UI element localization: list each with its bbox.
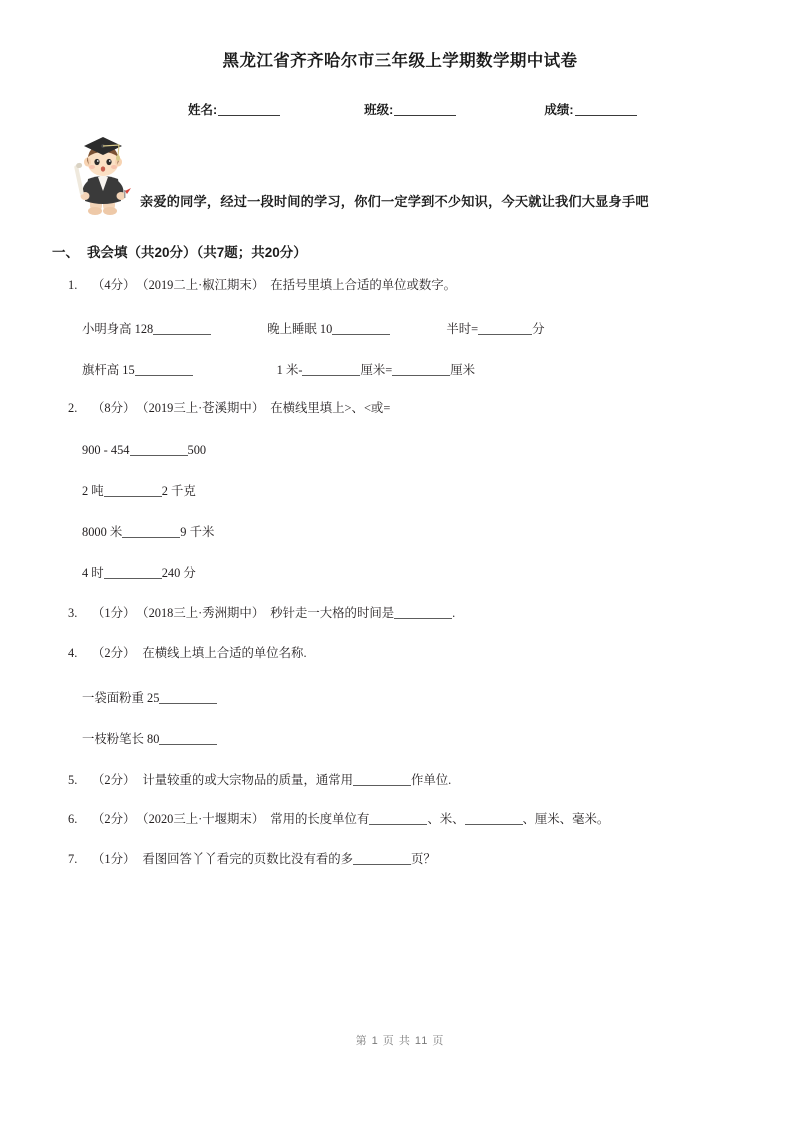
page-title: 黑龙江省齐齐哈尔市三年级上学期数学期中试卷 bbox=[222, 52, 578, 70]
student-score-field[interactable] bbox=[544, 100, 636, 118]
question-1-number: 1. bbox=[68, 278, 78, 292]
question-1 bbox=[68, 278, 770, 378]
student-score-label: 成绩: bbox=[544, 103, 574, 117]
q1-item-5-unit: 厘米 bbox=[450, 362, 476, 377]
spacer-2 bbox=[456, 100, 544, 118]
question-2-subitems bbox=[68, 443, 770, 581]
q2-item-2 bbox=[82, 481, 770, 499]
question-6-text: 常用的长度单位有 bbox=[270, 812, 370, 827]
question-1-stem bbox=[68, 278, 770, 293]
q1-item-1-blank[interactable] bbox=[153, 323, 211, 335]
question-7-blank[interactable] bbox=[353, 853, 411, 865]
section-title: 我会填（共20分）（共7题；共20分） bbox=[87, 245, 307, 260]
question-4-stem bbox=[68, 646, 770, 661]
q1-item-3-label: 半时= bbox=[446, 321, 479, 336]
q2-item-4-blank[interactable] bbox=[104, 567, 162, 579]
student-class-blank[interactable] bbox=[394, 115, 456, 116]
question-6-score: （2分） bbox=[92, 812, 136, 827]
q1-item-5-mid: 厘米= bbox=[360, 362, 393, 377]
q1-item-5-label: 1 米- bbox=[276, 362, 303, 377]
question-1-text: 在括号里填上合适的单位或数字。 bbox=[270, 278, 457, 292]
q1-item-4-blank[interactable] bbox=[135, 364, 193, 376]
question-3-score: （1分） bbox=[92, 605, 136, 620]
question-6-mid: 、米、 bbox=[427, 812, 465, 827]
question-5-text: 计量较重的或大宗物品的质量，通常用 bbox=[142, 772, 354, 787]
question-7 bbox=[68, 852, 770, 867]
q1-item-5-blank-b[interactable] bbox=[392, 364, 450, 376]
question-6-number: 6. bbox=[68, 812, 78, 827]
question-5-stem bbox=[68, 773, 770, 788]
question-6-blank-b[interactable] bbox=[465, 813, 523, 825]
q2-item-2-left: 2 吨 bbox=[82, 483, 104, 498]
q2-item-1-blank[interactable] bbox=[130, 444, 188, 456]
question-7-text: 看图回答丫丫看完的页数比没有看的多 bbox=[142, 852, 354, 867]
question-1-tag: （2019二上·椒江期末） bbox=[142, 278, 265, 292]
question-2-tag: （2019三上·苍溪期中） bbox=[142, 400, 265, 415]
q4-item-2-label: 一枝粉笔长 80 bbox=[82, 731, 160, 746]
question-3-blank[interactable] bbox=[394, 607, 452, 619]
student-info-row bbox=[0, 100, 800, 118]
section-number: 一、 bbox=[52, 245, 79, 260]
question-7-number: 7. bbox=[68, 852, 78, 867]
q2-item-3-right: 9 千米 bbox=[180, 524, 215, 539]
q1-gap-1 bbox=[211, 319, 267, 337]
q1-item-3-blank[interactable] bbox=[478, 323, 532, 335]
question-4-subitems bbox=[68, 688, 770, 747]
question-4 bbox=[68, 646, 770, 747]
q2-item-3 bbox=[82, 522, 770, 540]
q1-item-2-label: 晚上睡眠 10 bbox=[267, 321, 333, 336]
question-3-stem bbox=[68, 606, 770, 621]
student-name-field[interactable] bbox=[188, 100, 280, 118]
q4-item-2-blank[interactable] bbox=[159, 733, 217, 745]
question-3-tag: （2018三上·秀洲期中） bbox=[142, 605, 265, 620]
question-5-tail: 作单位. bbox=[411, 772, 452, 787]
question-2-text: 在横线里填上>、<或= bbox=[270, 400, 391, 415]
page-footer: 第 1 页 共 11 页 bbox=[355, 1035, 445, 1047]
question-1-subitems bbox=[68, 319, 770, 378]
question-6-tag: （2020三上·十堰期末） bbox=[142, 812, 265, 827]
question-5-blank[interactable] bbox=[353, 774, 411, 786]
q2-item-1-left: 900 - 454 bbox=[82, 442, 130, 457]
student-score-blank[interactable] bbox=[575, 115, 637, 116]
q1-item-1 bbox=[82, 319, 211, 337]
q1-item-3 bbox=[446, 319, 544, 337]
q2-item-2-right: 2 千克 bbox=[161, 483, 196, 498]
q2-item-3-blank[interactable] bbox=[122, 526, 180, 538]
student-class-field[interactable] bbox=[364, 100, 456, 118]
question-5-score: （2分） bbox=[92, 772, 136, 787]
question-4-score: （2分） bbox=[92, 645, 136, 660]
student-name-blank[interactable] bbox=[218, 115, 280, 116]
question-1-row-1 bbox=[82, 319, 770, 337]
q1-item-4-label: 旗杆高 15 bbox=[82, 362, 135, 377]
q2-item-1 bbox=[82, 443, 770, 458]
student-name-label: 姓名: bbox=[188, 103, 218, 117]
question-6 bbox=[68, 812, 770, 827]
question-7-tail: 页？ bbox=[411, 852, 436, 867]
q4-item-1-label: 一袋面粉重 25 bbox=[82, 690, 160, 705]
graduate-student-icon bbox=[72, 135, 134, 215]
question-4-number: 4. bbox=[68, 645, 78, 660]
question-list bbox=[0, 278, 800, 867]
q1-gap-3 bbox=[193, 360, 277, 378]
question-3 bbox=[68, 606, 770, 621]
question-4-text: 在横线上填上合适的单位名称. bbox=[142, 645, 307, 660]
q1-item-2 bbox=[267, 319, 390, 337]
greeting-text: 亲爱的同学，经过一段时间的学习，你们一定学到不少知识，今天就让我们大显身手吧 bbox=[140, 194, 649, 209]
question-2-score: （8分） bbox=[92, 400, 136, 415]
spacer-1 bbox=[280, 100, 364, 118]
question-3-period: . bbox=[452, 605, 456, 620]
question-7-score: （1分） bbox=[92, 852, 136, 867]
section-heading bbox=[0, 241, 800, 261]
question-7-stem bbox=[68, 852, 770, 867]
question-2-stem bbox=[68, 401, 770, 416]
q2-item-3-left: 8000 米 bbox=[82, 524, 123, 539]
q1-item-5 bbox=[277, 360, 475, 378]
q1-item-1-label: 小明身高 128 bbox=[82, 321, 154, 336]
question-2 bbox=[68, 401, 770, 581]
q4-item-2 bbox=[82, 729, 770, 747]
q2-item-1-right: 500 bbox=[187, 442, 207, 457]
q1-item-4 bbox=[82, 360, 193, 378]
q2-item-4 bbox=[82, 563, 770, 581]
q1-item-5-blank-a[interactable] bbox=[302, 364, 360, 376]
greeting-block bbox=[0, 135, 800, 219]
question-6-tail: 、厘米、毫米。 bbox=[522, 812, 610, 827]
question-6-blank-a[interactable] bbox=[369, 813, 427, 825]
q4-item-1-blank[interactable] bbox=[159, 692, 217, 704]
q2-item-4-right: 240 分 bbox=[161, 565, 196, 580]
question-5-number: 5. bbox=[68, 772, 78, 787]
student-class-label: 班级: bbox=[364, 103, 394, 117]
question-2-number: 2. bbox=[68, 400, 78, 415]
question-1-score: （4分） bbox=[92, 278, 136, 292]
question-3-number: 3. bbox=[68, 605, 78, 620]
question-6-stem bbox=[68, 812, 770, 827]
question-5 bbox=[68, 773, 770, 788]
q2-item-2-blank[interactable] bbox=[104, 485, 162, 497]
question-3-text: 秒针走一大格的时间是 bbox=[270, 605, 395, 620]
q1-item-2-blank[interactable] bbox=[332, 323, 390, 335]
q1-gap-2 bbox=[390, 319, 446, 337]
q2-item-4-left: 4 时 bbox=[82, 565, 104, 580]
q1-item-3-unit: 分 bbox=[532, 321, 545, 336]
q4-item-1 bbox=[82, 688, 770, 706]
question-1-row-2 bbox=[82, 360, 770, 378]
